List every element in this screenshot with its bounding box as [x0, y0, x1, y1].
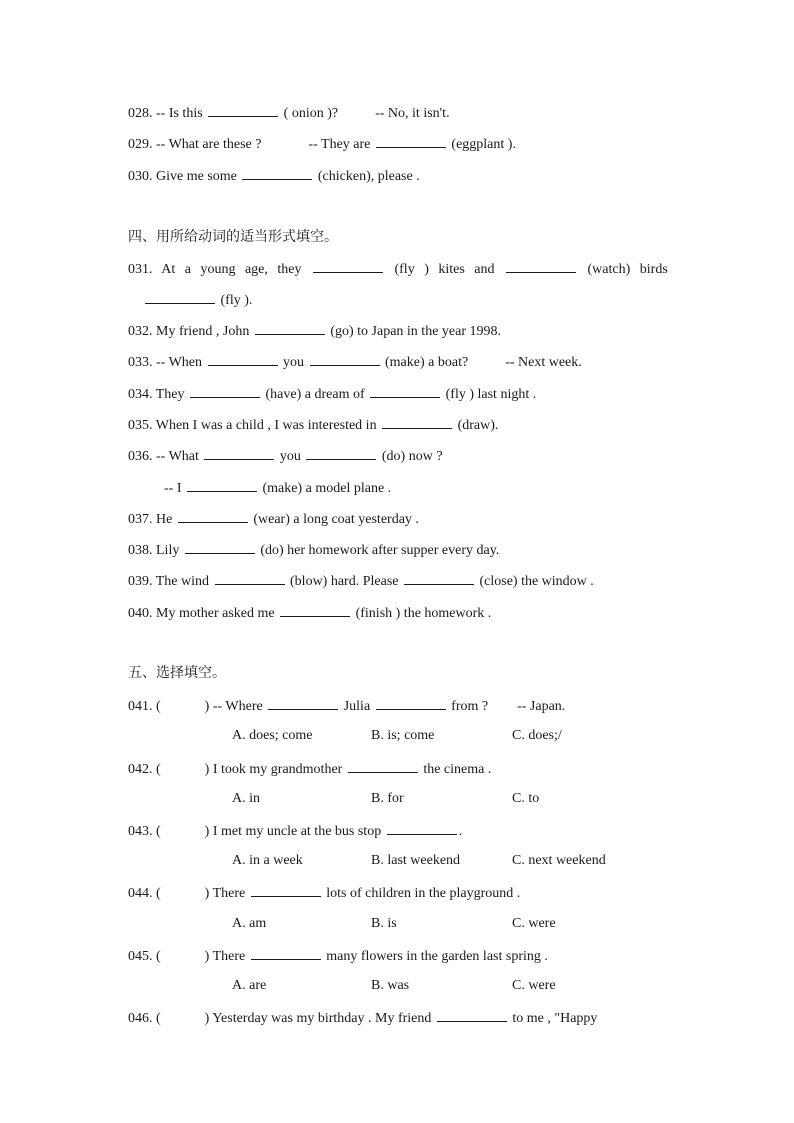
option-a[interactable]: A. am: [232, 916, 267, 931]
question-036: 036. -- What you (do) now ?: [128, 446, 443, 466]
question-040: 040. My mother asked me (finish ) the homework .: [128, 603, 491, 623]
answer-blank[interactable]: [268, 696, 338, 710]
option-b[interactable]: B. was: [371, 978, 410, 993]
option-b[interactable]: B. is: [371, 916, 397, 931]
option-c[interactable]: C. were: [512, 916, 556, 931]
question-031: 031. At a young age, they (fly ) kites and (watch) birds: [128, 259, 668, 279]
answer-blank[interactable]: [280, 603, 350, 617]
question-044: 044. ( ) There lots of children in the playground .: [128, 883, 520, 903]
question-041: 041. ( ) -- Where Julia from ? -- Japan.: [128, 696, 565, 716]
answer-blank[interactable]: [506, 259, 576, 273]
option-a[interactable]: A. are: [232, 978, 267, 993]
answer-blank[interactable]: [145, 290, 215, 304]
answer-blank[interactable]: [204, 446, 274, 460]
answer-blank[interactable]: [382, 415, 452, 429]
question-028: 028. -- Is this ( onion )? -- No, it isn't.: [128, 103, 450, 123]
question-042: 042. ( ) I took my grandmother the cinema .: [128, 759, 491, 779]
answer-blank[interactable]: [437, 1008, 507, 1022]
question-033: 033. -- When you (make) a boat? -- Next week.: [128, 352, 582, 372]
question-039: 039. The wind (blow) hard. Please (close) the window .: [128, 571, 594, 591]
question-029: 029. -- What are these ? -- They are (eggplant ).: [128, 134, 516, 154]
answer-blank[interactable]: [370, 384, 440, 398]
option-a[interactable]: A. in: [232, 791, 260, 806]
question-032: 032. My friend , John (go) to Japan in the year 1998.: [128, 321, 501, 341]
question-038: 038. Lily (do) her homework after supper every day.: [128, 540, 499, 560]
answer-blank[interactable]: [255, 321, 325, 335]
section-heading-5: 五、选择填空。: [128, 665, 226, 681]
answer-blank[interactable]: [348, 759, 418, 773]
option-b[interactable]: B. last weekend: [371, 853, 461, 868]
option-b[interactable]: B. for: [371, 791, 404, 806]
question-034: 034. They (have) a dream of (fly ) last night .: [128, 384, 536, 404]
answer-blank[interactable]: [251, 883, 321, 897]
answer-blank[interactable]: [387, 821, 457, 835]
answer-blank[interactable]: [251, 946, 321, 960]
answer-blank[interactable]: [185, 540, 255, 554]
question-043: 043. ( ) I met my uncle at the bus stop .: [128, 821, 462, 841]
question-036-reply: -- I (make) a model plane .: [164, 478, 391, 498]
question-046: 046. ( ) Yesterday was my birthday . My friend to me , "Happy: [128, 1008, 597, 1028]
answer-blank[interactable]: [215, 571, 285, 585]
answer-blank[interactable]: [242, 166, 312, 180]
answer-blank[interactable]: [310, 352, 380, 366]
option-a[interactable]: A. in a week: [232, 853, 303, 868]
answer-blank[interactable]: [190, 384, 260, 398]
option-c[interactable]: C. to: [512, 791, 540, 806]
question-035: 035. When I was a child , I was interested in (draw).: [128, 415, 498, 435]
answer-blank[interactable]: [208, 103, 278, 117]
question-030: 030. Give me some (chicken), please .: [128, 166, 420, 186]
option-c[interactable]: C. were: [512, 978, 556, 993]
question-045: 045. ( ) There many flowers in the garden last spring .: [128, 946, 548, 966]
answer-blank[interactable]: [376, 696, 446, 710]
option-c[interactable]: C. does;/: [512, 728, 562, 743]
answer-blank[interactable]: [187, 478, 257, 492]
answer-blank[interactable]: [376, 134, 446, 148]
answer-blank[interactable]: [306, 446, 376, 460]
option-b[interactable]: B. is; come: [371, 728, 435, 743]
answer-blank[interactable]: [313, 259, 383, 273]
question-037: 037. He (wear) a long coat yesterday .: [128, 509, 419, 529]
section-heading-4: 四、用所给动词的适当形式填空。: [128, 229, 338, 245]
option-a[interactable]: A. does; come: [232, 728, 313, 743]
answer-blank[interactable]: [404, 571, 474, 585]
question-031-cont: (fly ).: [143, 290, 252, 310]
answer-blank[interactable]: [178, 509, 248, 523]
answer-blank[interactable]: [208, 352, 278, 366]
option-c[interactable]: C. next weekend: [512, 853, 606, 868]
